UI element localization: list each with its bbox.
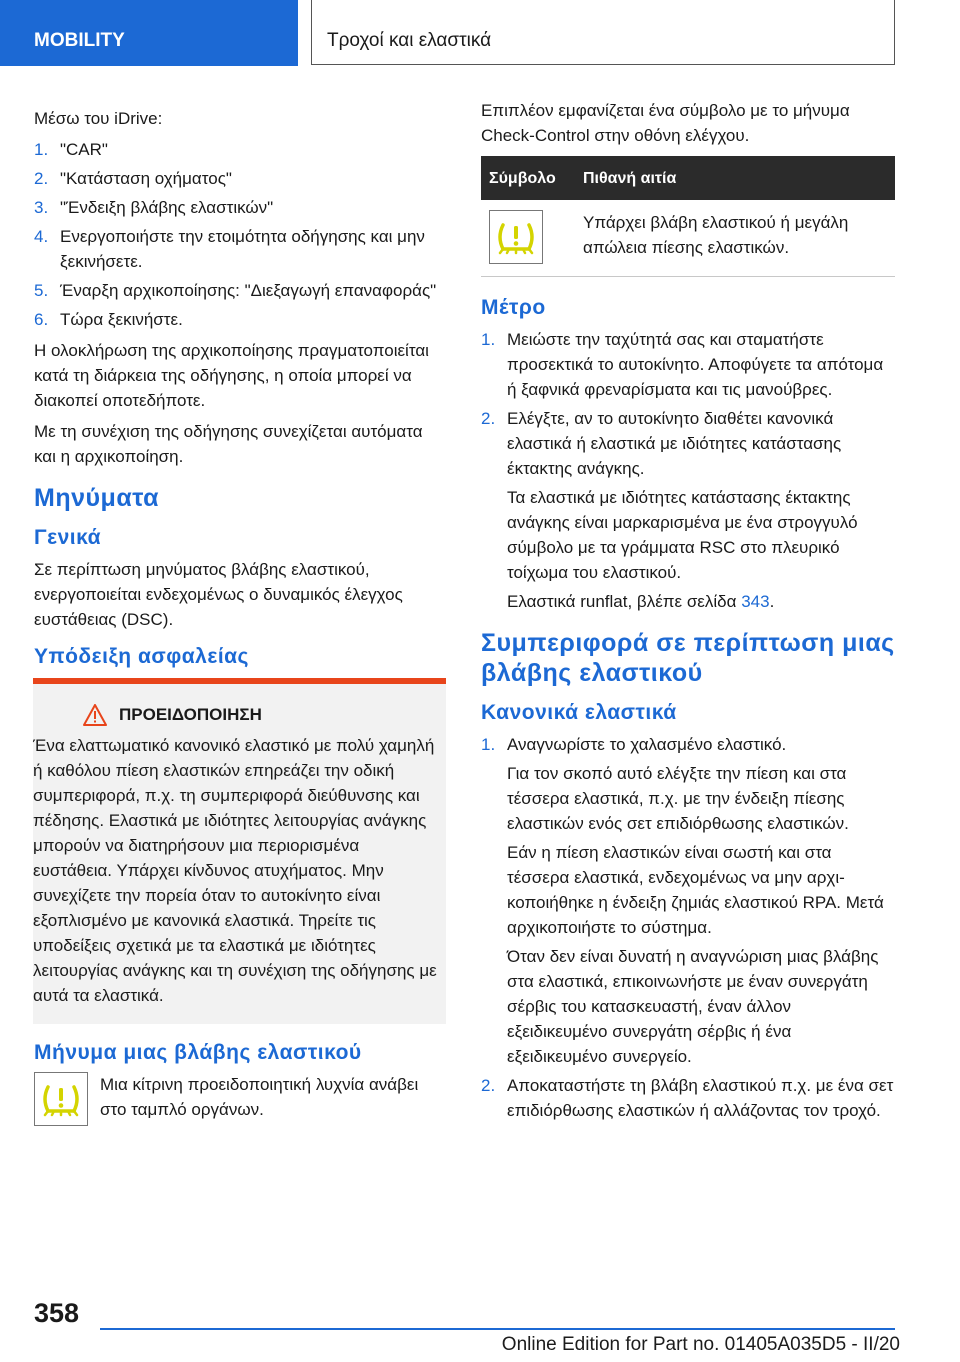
- step-number: 1.: [481, 330, 496, 349]
- list-item: [34, 137, 446, 162]
- list-item: [481, 732, 895, 1069]
- step-number: 4.: [34, 227, 49, 246]
- table-header-row: [481, 156, 895, 200]
- normal-tires-steps-list: [481, 732, 895, 1123]
- left-column: [34, 106, 446, 1128]
- right-column: [481, 98, 895, 1129]
- list-item: [34, 166, 446, 191]
- tire-pressure-warning-icon: [489, 210, 543, 264]
- list-item: [34, 278, 446, 303]
- heading-safety: Υπόδειξη ασφαλείας: [34, 645, 249, 668]
- heading-normal-tires: Κανονικά ελαστικά: [481, 701, 677, 724]
- tire-message-row: [34, 1072, 446, 1128]
- step-number: 6.: [34, 310, 49, 329]
- footer-edition: Online Edition for Part no. 01405A035D5 - II/20: [501, 1334, 900, 1355]
- step-number: 1.: [34, 140, 49, 159]
- page-number: 358: [34, 1298, 80, 1328]
- tire-pressure-warning-icon: [34, 1072, 88, 1126]
- warning-box: [33, 678, 446, 1024]
- header-section-tab: MOBILITY: [0, 0, 298, 66]
- runflat-prefix: Ελαστικά runflat, βλέπε σελίδα: [507, 592, 742, 611]
- col-header-cause: Πιθανή αιτία: [575, 156, 895, 200]
- runflat-suffix: .: [769, 592, 775, 611]
- rpa-note: Εάν η πίεση ελαστικών είναι σωστή και στα τέσσερα ελαστικά, ενδεχομένως να μην αρχικοποιήθηκε η ένδειξη ζημιάς ελαστικού RPA. Μετά αρχικοποιήστε το σύστημα.: [507, 843, 884, 937]
- list-item: [34, 195, 446, 220]
- step-number: 2.: [481, 409, 496, 428]
- step-text: "Ένδειξη βλάβης ελαστικών": [60, 198, 274, 217]
- table-row: [481, 200, 895, 277]
- heading-measure: Μέτρο: [481, 296, 546, 319]
- list-item: [34, 307, 446, 332]
- list-item: [481, 406, 895, 614]
- heading-general: Γενικά: [34, 526, 102, 549]
- warning-title: ΠΡΟΕΙΔΟΠΟΙΗΣΗ: [119, 705, 262, 724]
- step-text: Αναγνωρίστε το χαλασμένο ελαστικό.: [507, 735, 787, 754]
- col-header-symbol: Σύμβολο: [481, 156, 575, 200]
- measure-steps-list: [481, 327, 895, 614]
- step-text: Ενεργοποιήστε την ετοιμότητα οδήγησης και μην ξεκινήσετε.: [60, 227, 425, 271]
- runflat-reference: [507, 589, 895, 614]
- tire-message-text: Μια κίτρινη προειδοποιητική λυχνία ανάβει στο ταμπλό οργάνων.: [100, 1075, 419, 1119]
- step-number: 3.: [34, 198, 49, 217]
- page-link-343[interactable]: 343: [741, 592, 770, 611]
- step-text: Αποκαταστήστε τη βλάβη ελαστικού π.χ. με ένα σετ επιδιόρθωσης ελαστικών ή αλλάζοντας τον τροχό.: [507, 1076, 894, 1120]
- heading-behavior: Συμπεριφορά σε περίπτωση μιας βλάβης ελαστικού: [481, 629, 895, 687]
- warning-text: Ένα ελαττωματικό κανονικό ελαστικό με πολύ χαμηλή ή καθόλου πίεση ελαστικών επηρεάζει την οδική συμπεριφορά, π.χ. τη συμπεριφορά διεύθυνσης και πέδησης. Ελαστικά με ιδιότητες λειτουργίας ανάγκης μπορούν να διατηρήσουν μια περιορισμένα ευστάθεια. Υπάρχει κίνδυνος ατυχήματος. Μην συνεχίζετε την πορεία όταν το αυτοκίνητο είναι εξοπλισμένο με κανονικά ελαστικά. Τηρείτε τις υποδείξεις σχετικά με τα ελαστικά με ιδιότητες λειτουργίας ανάγκης και τη συνέχιση της οδήγησης με αυτά τα ελαστικά.: [33, 736, 437, 1005]
- symbol-table: [481, 156, 895, 277]
- cause-cell: Υπάρχει βλάβη ελαστικού ή μεγάλη απώλεια πίεσης ελαστικών.: [575, 200, 895, 277]
- warning-header: [83, 702, 440, 727]
- continue-paragraph: Με τη συνέχιση της οδήγησης συνεχίζεται αυτόματα και η αρχικοποίηση.: [34, 422, 423, 466]
- step-text: "Κατάσταση οχήματος": [60, 169, 232, 188]
- step-number: 5.: [34, 281, 49, 300]
- footer-divider: [100, 1328, 895, 1330]
- list-item: [34, 224, 446, 274]
- heading-tire-message: Μήνυμα μιας βλάβης ελαστικού: [34, 1041, 362, 1064]
- rsc-note: Τα ελαστικά με ιδιότητες κατάστασης έκτακτης ανάγκης είναι μαρκαρισμένα με ένα στρογγυλό σύμβολο με τα γράμματα RSC στο πλευρικό τοίχωμα του ελαστικού.: [507, 488, 858, 582]
- service-note: Όταν δεν είναι δυνατή η αναγνώριση μιας βλάβης στα ελαστικά, επικοινωνήστε με έναν συνεργάτη σέρβις του κατασκευαστή, έναν άλλον εξειδικευμένο συνεργάτη σέρβις ή ένα εξειδικευμένο συνεργείο.: [507, 947, 879, 1066]
- step-number: 1.: [481, 735, 496, 754]
- step-text: "CAR": [60, 140, 108, 159]
- heading-messages: Μηνύματα: [34, 484, 160, 512]
- idrive-intro: Μέσω του iDrive:: [34, 109, 163, 128]
- general-text: Σε περίπτωση μηνύματος βλάβης ελαστικού, ενεργοποιείται ενδεχομένως ο δυναμικός έλεγχος ευστάθειας (DSC).: [34, 560, 403, 629]
- warning-triangle-icon: [83, 704, 107, 726]
- step-text: Τώρα ξεκινήστε.: [60, 310, 183, 329]
- header-title: Τροχοί και ελαστικά: [311, 0, 895, 65]
- step-number: 2.: [481, 1076, 496, 1095]
- init-paragraph: Η ολοκλήρωση της αρχικοποίησης πραγματοποιείται κατά τη διάρκεια της οδήγησης, η οποία μπορεί να διακοπεί οποτεδήποτε.: [34, 341, 429, 410]
- step-text: Ελέγξτε, αν το αυτοκίνητο διαθέτει κανονικά ελαστικά ή ελαστικά με ιδιότητες κατάστασης έκτακτης ανάγκης.: [507, 409, 842, 478]
- step-number: 2.: [34, 169, 49, 188]
- symbol-cell: [481, 200, 575, 277]
- step-text: Μειώστε την ταχύτητά σας και σταματήστε προσεκτικά το αυτοκίνητο. Αποφύγετε τα απότομα ή ξαφνικά φρεναρίσματα και τις μανούβρες.: [507, 330, 884, 399]
- init-steps-list: [34, 137, 446, 332]
- list-item: [481, 327, 895, 402]
- check-control-intro: Επιπλέον εμφανίζεται ένα σύμβολο με το μήνυμα Check-Control στην οθόνη ελέγχου.: [481, 101, 850, 145]
- list-item: [481, 1073, 895, 1123]
- step-text: Έναρξη αρχικοποίησης: "Διεξαγωγή επαναφοράς": [60, 281, 437, 300]
- check-pressure-note: Για τον σκοπό αυτό ελέγξτε την πίεση και στα τέσσερα ελαστικά, π.χ. με την ένδειξη πίεσης ελαστικών ενός σετ επιδιόρθωσης ελαστικών.: [507, 764, 849, 833]
